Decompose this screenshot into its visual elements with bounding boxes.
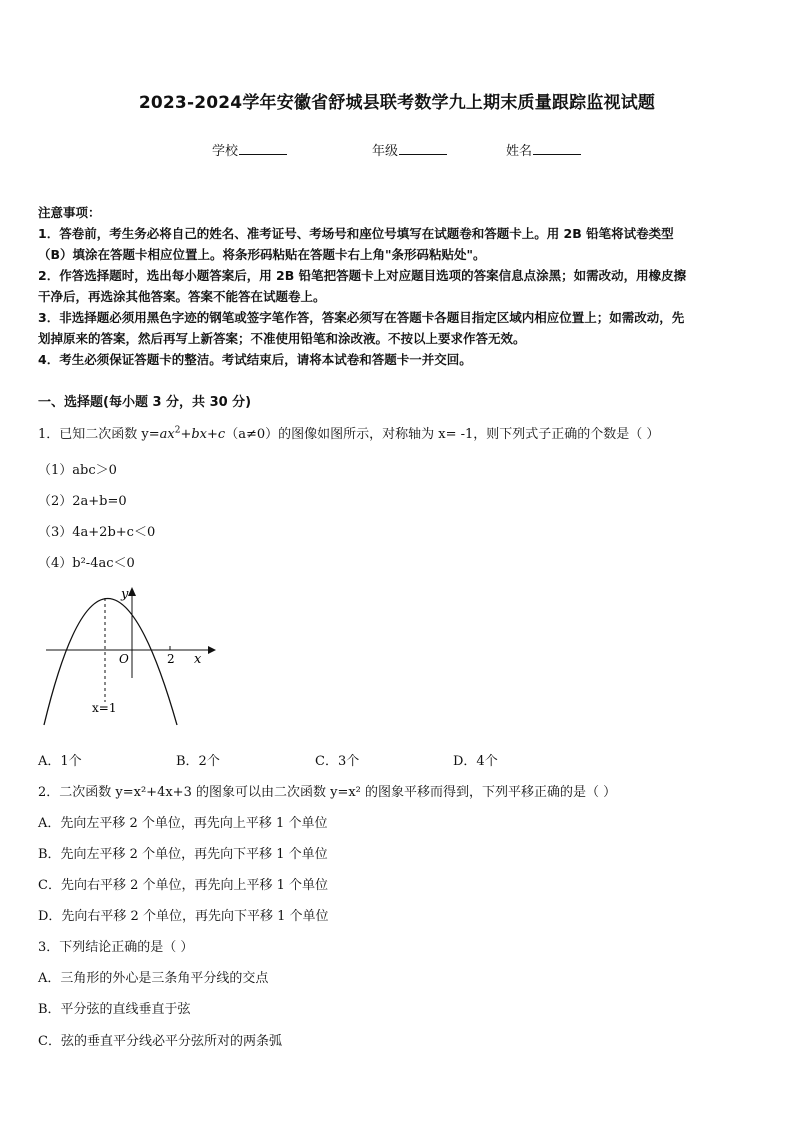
- section-heading: 一、选择题(每小题 3 分，共 30 分): [38, 395, 252, 410]
- y-axis-label: y: [121, 587, 129, 602]
- name-label: 姓名: [506, 144, 533, 159]
- tick-label-2: 2: [167, 652, 175, 666]
- parabola-figure: [38, 582, 218, 732]
- q2-option-a: A．先向左平移 2 个单位，再先向上平移 1 个单位: [38, 816, 328, 831]
- q1-prefix: 1．已知二次函数 y=: [38, 427, 160, 442]
- q1-item: （1）abc＞0: [38, 463, 117, 478]
- school-field: [212, 140, 287, 159]
- q3-option-c: C．弦的垂直平分线必平分弦所对的两条弧: [38, 1034, 282, 1049]
- q1-term-a: ax: [159, 427, 175, 442]
- q1-terms-rest: +bx+c: [180, 427, 226, 442]
- grade-field: [372, 140, 447, 159]
- notice-heading: 注意事项：: [38, 205, 101, 220]
- question-2-stem: 2．二次函数 y=x²+4x+3 的图象可以由二次函数 y=x² 的图象平移而得到，下列平移正确的是（ ）: [38, 785, 617, 800]
- q1-option-b: B．2个: [176, 754, 220, 769]
- grade-blank: [399, 142, 447, 155]
- notice-line: 干净后，再选涂其他答案。答案不能答在试题卷上。: [38, 289, 326, 304]
- q2-option-b: B．先向左平移 2 个单位，再先向下平移 1 个单位: [38, 847, 328, 862]
- notice-line: 2．作答选择题时，选出每小题答案后，用 2B 铅笔把答题卡上对应题目选项的答案信息点涂黑；如需改动，用橡皮擦: [38, 268, 687, 283]
- grade-label: 年级: [372, 144, 399, 159]
- q1-item: （4）b²-4ac＜0: [38, 556, 135, 571]
- page-title: 2023-2024学年安徽省舒城县联考数学九上期末质量跟踪监视试题: [138, 93, 656, 113]
- q1-condition: （a≠0）的图像如图所示，对称轴为 x= -1，则下列式子正确的个数是（ ）: [225, 427, 660, 442]
- q3-option-b: B．平分弦的直线垂直于弦: [38, 1002, 191, 1017]
- name-blank: [533, 142, 581, 155]
- notice-line: （B）填涂在答题卡相应位置上。将条形码粘贴在答题卡右上角"条形码粘贴处"。: [38, 247, 486, 262]
- notice-line: 3．非选择题必须用黑色字迹的钢笔或签字笔作答，答案必须写在答题卡各题目指定区域内相应位置上；如需改动，先: [38, 310, 685, 325]
- school-blank: [239, 142, 287, 155]
- q3-option-a: A．三角形的外心是三条角平分线的交点: [38, 971, 269, 986]
- notice-line: 划掉原来的答案，然后再写上新答案；不准使用铅笔和涂改液。不按以上要求作答无效。: [38, 331, 526, 346]
- q2-option-c: C．先向右平移 2 个单位，再先向上平移 1 个单位: [38, 878, 329, 893]
- question-3-stem: 3．下列结论正确的是（ ）: [38, 940, 194, 955]
- question-1-stem: [38, 423, 659, 442]
- x-axis-label: x: [194, 652, 202, 667]
- q1-item: （2）2a+b=0: [38, 494, 127, 509]
- name-field: [506, 140, 581, 159]
- notice-line: 4．考生必须保证答题卡的整洁。考试结束后，请将本试卷和答题卡一并交回。: [38, 352, 472, 367]
- q2-option-d: D．先向右平移 2 个单位，再先向下平移 1 个单位: [38, 909, 329, 924]
- q1-exponent: 2: [174, 425, 181, 436]
- y-axis-arrow: [128, 587, 136, 596]
- q1-option-a: A．1个: [38, 754, 82, 769]
- school-label: 学校: [212, 144, 239, 159]
- q1-option-d: D．4个: [453, 754, 498, 769]
- axis-of-symmetry-label: x=1: [92, 701, 117, 715]
- origin-label: O: [119, 652, 129, 666]
- x-axis-arrow: [208, 646, 216, 654]
- notice-line: 1．答卷前，考生务必将自己的姓名、准考证号、考场号和座位号填写在试题卷和答题卡上。用 2B 铅笔将试卷类型: [38, 226, 674, 241]
- q1-option-c: C．3个: [315, 754, 360, 769]
- q1-item: （3）4a+2b+c＜0: [38, 525, 156, 540]
